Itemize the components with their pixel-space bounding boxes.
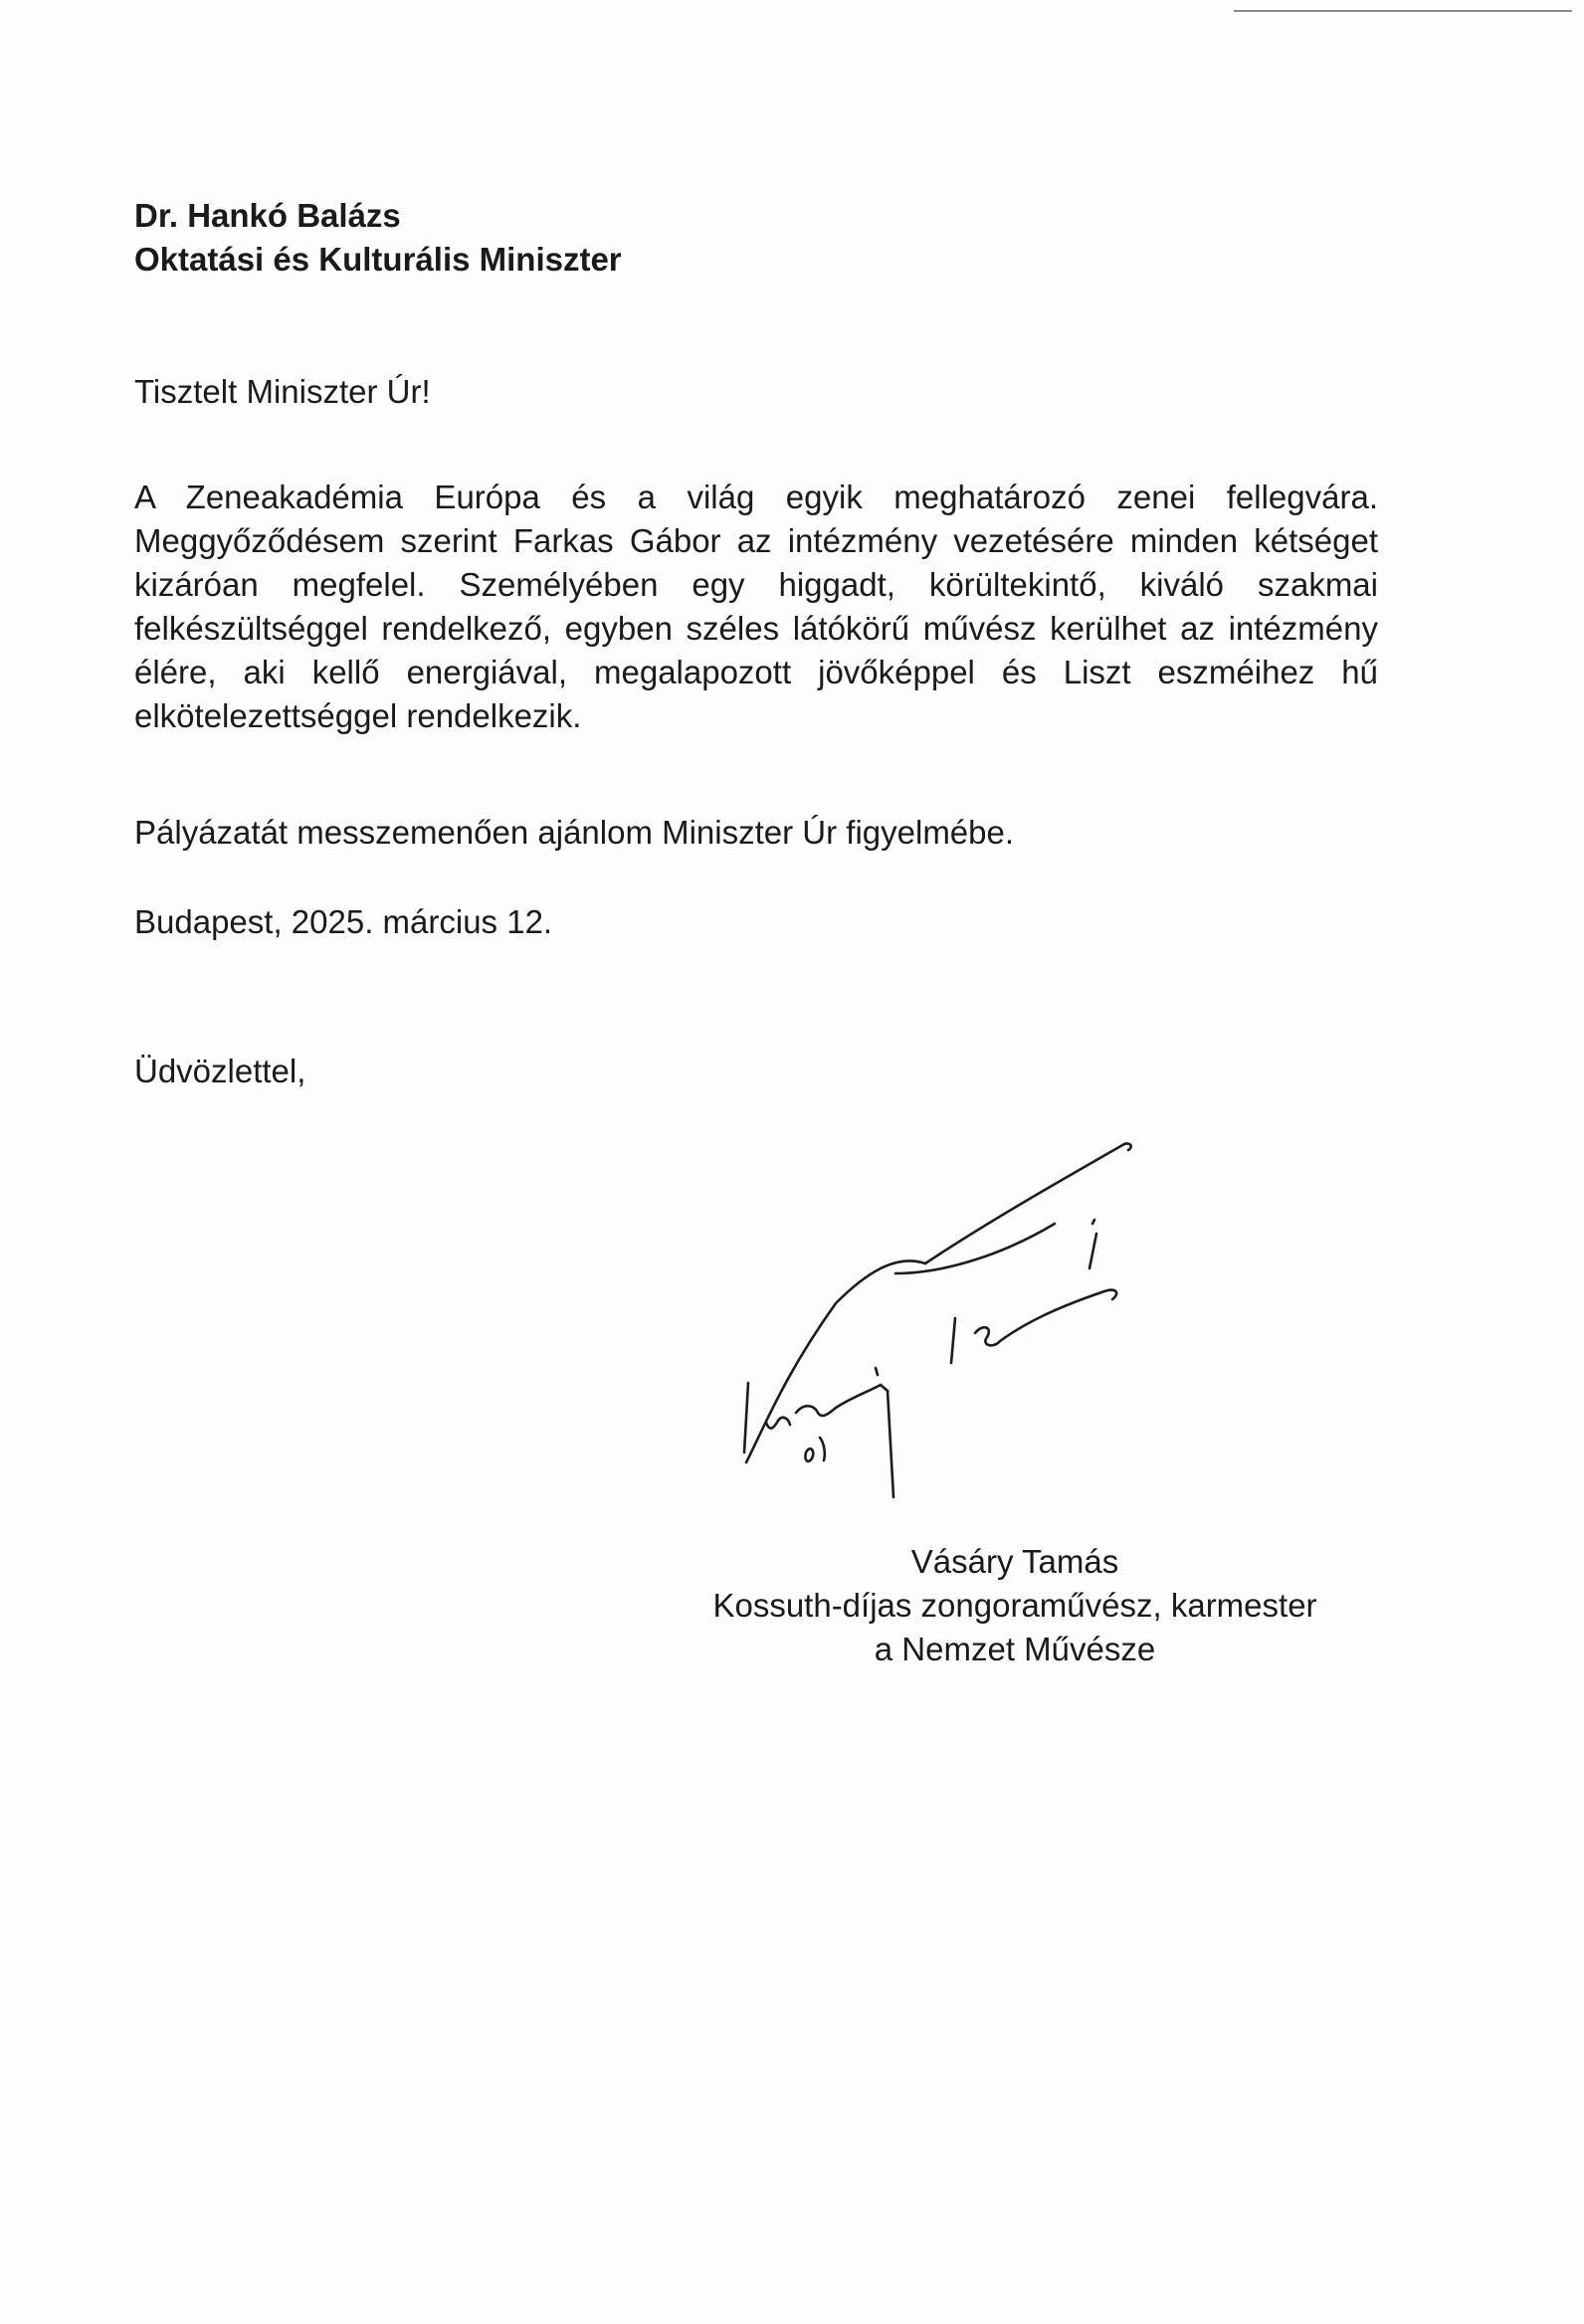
signature-block <box>637 1540 1393 1671</box>
scan-edge-line <box>1234 10 1572 12</box>
handwritten-signature <box>726 1124 1244 1512</box>
addressee-name: Dr. Hankó Balázs <box>134 197 401 234</box>
letter-body: A Zeneakadémia Európa és a világ egyik meghatározó zenei fellegvára. Meggyőződésem szerint Farkas Gábor az intézmény vezetésére minden kétséget kizáróan megfelel. Személyében egy higgadt, körültekintő, kiváló szakmai felkészültséggel rendelkező, egyben széles látókörű művész kerülhet az intézmény élére, aki kellő energiával, megalapozott jövőképpel és Liszt eszméihez hű elkötelezettséggel rendelkezik. <box>134 479 1378 734</box>
salutation: Tisztelt Miniszter Úr! <box>134 373 431 410</box>
recommendation-line: Pályázatát messzemenően ajánlom Miniszter Úr figyelmébe. <box>134 814 1015 851</box>
signatory-name: Vásáry Tamás <box>910 1543 1119 1580</box>
signatory-role: Kossuth-díjas zongoraművész, karmester <box>712 1587 1317 1624</box>
addressee-title: Oktatási és Kulturális Miniszter <box>134 241 622 278</box>
closing: Üdvözlettel, <box>134 1053 306 1089</box>
signatory-honor: a Nemzet Művésze <box>874 1631 1156 1667</box>
addressee-block <box>134 194 622 282</box>
dateline: Budapest, 2025. március 12. <box>134 903 553 940</box>
